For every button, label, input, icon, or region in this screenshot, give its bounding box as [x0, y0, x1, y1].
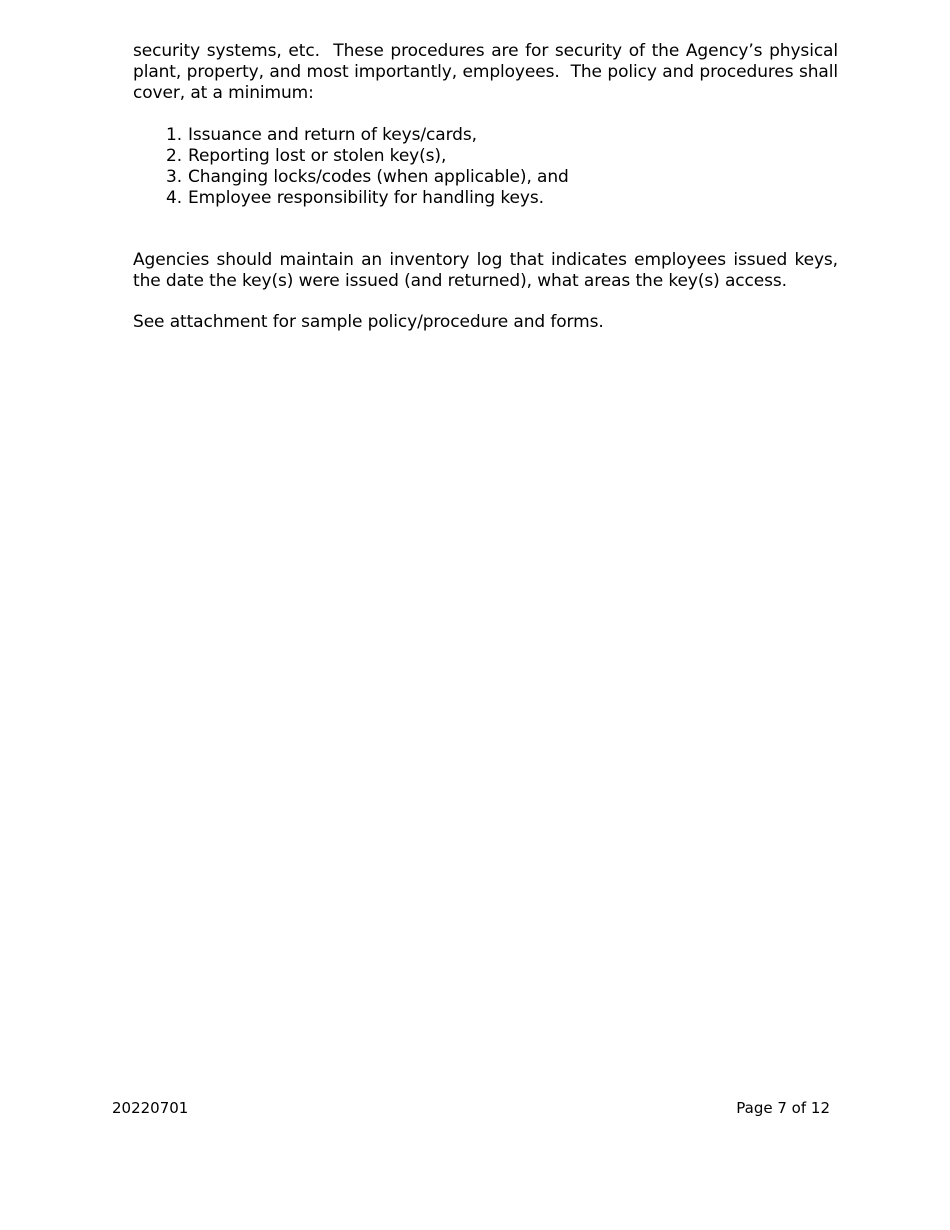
list-item — [166, 167, 569, 188]
list-item-number: 2. — [166, 146, 183, 166]
list-item-number: 1. — [166, 125, 183, 145]
list-item — [166, 146, 569, 167]
list-item-text: Employee responsibility for handling keys. — [188, 188, 544, 208]
list-item-text: Changing locks/codes (when applicable), and — [188, 167, 569, 187]
inventory-paragraph: Agencies should maintain an inventory log that indicates employees issued keys, the date the key(s) were issued (and returned), what areas the key(s) access. — [133, 250, 838, 291]
list-item-text: Issuance and return of keys/cards, — [188, 125, 477, 145]
footer-page-number: Page 7 of 12 — [736, 1099, 830, 1117]
attachment-paragraph: See attachment for sample policy/procedure and forms. — [133, 312, 604, 332]
intro-paragraph: security systems, etc. These procedures are for security of the Agency’s physical plant, property, and most importantly, employees. The policy and procedures shall cover, at a minimum: — [133, 41, 844, 103]
footer-document-code: 20220701 — [112, 1099, 189, 1117]
list-item-number: 3. — [166, 167, 183, 187]
list-item — [166, 125, 569, 146]
list-item-number: 4. — [166, 188, 183, 208]
list-item-text: Reporting lost or stolen key(s), — [188, 146, 447, 166]
list-item — [166, 188, 569, 209]
key-procedure-list — [166, 125, 569, 209]
